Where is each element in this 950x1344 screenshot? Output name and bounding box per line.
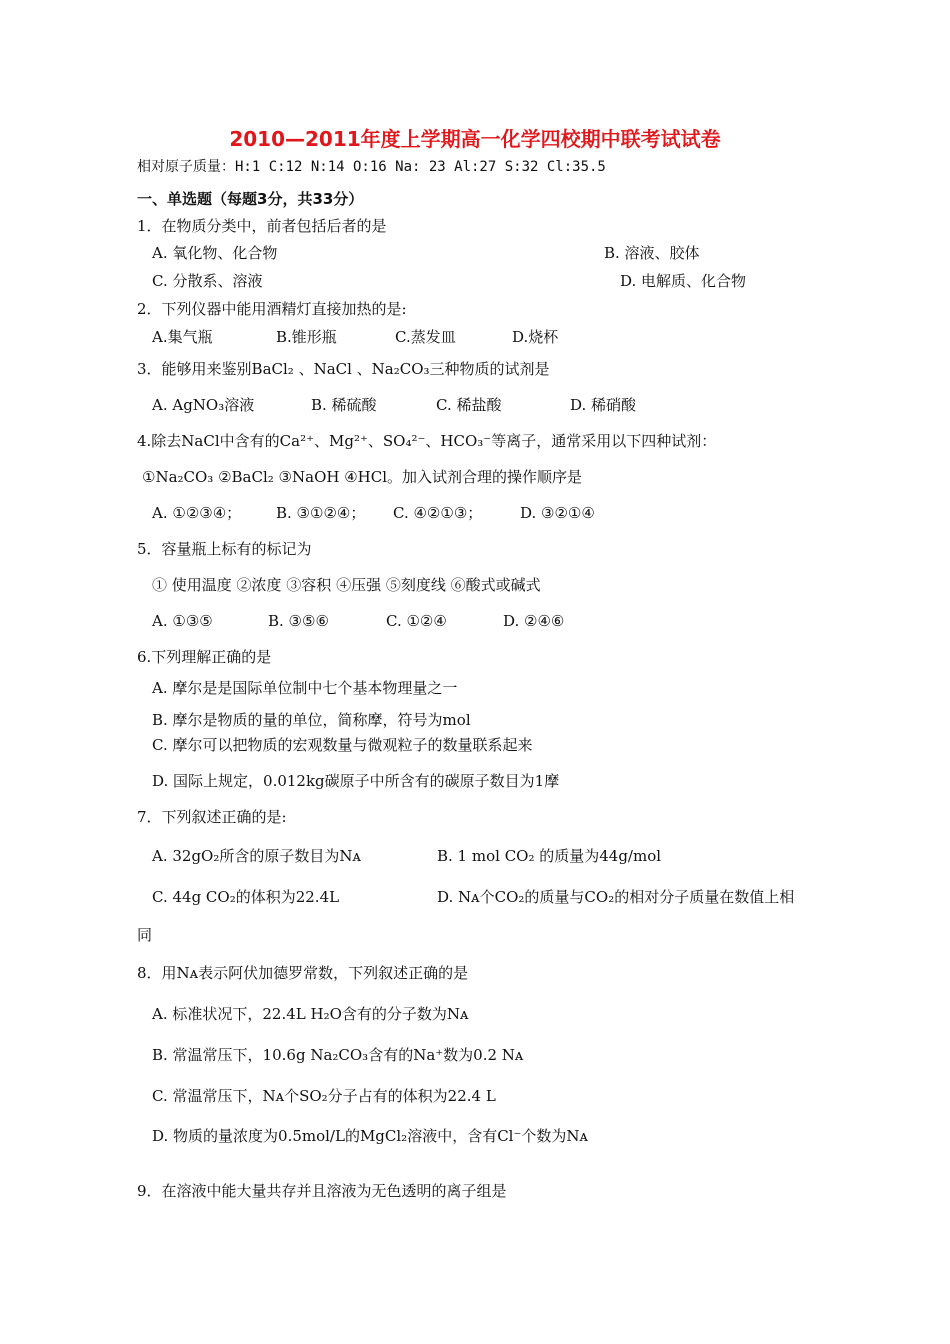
q4-reagents: ①Na₂CO₃ ②BaCl₂ ③NaOH ④HCl。加入试剂合理的操作顺序是 — [142, 468, 583, 486]
q4-stem: 4.除去NaCl中含有的Ca²⁺、Mg²⁺、SO₄²⁻、HCO₃⁻等离子，通常采用以下四种试剂： — [137, 432, 717, 450]
q3-stem: 3．能够用来鉴别BaCl₂ 、NaCl 、Na₂CO₃三种物质的试剂是 — [137, 360, 550, 378]
q7-option-c: C. 44g CO₂的体积为22.4L — [152, 888, 340, 906]
q5-option-a: A. ①③⑤ — [152, 612, 213, 630]
q8-option-d: D. 物质的量浓度为0.5mol/L的MgCl₂溶液中，含有Cl⁻个数为Nᴀ — [152, 1127, 588, 1145]
q4-option-b: B. ③①②④； — [276, 504, 366, 522]
q3-option-a: A. AgNO₃溶液 — [152, 396, 255, 414]
atomic-masses: 相对原子质量：H:1 C:12 N:14 O:16 Na: 23 Al:27 S:32 Cl:35.5 — [137, 159, 606, 175]
q6-option-d: D. 国际上规定，0.012kg碳原子中所含有的碳原子数目为1摩 — [152, 772, 560, 790]
q7-option-a: A. 32gO₂所含的原子数目为Nᴀ — [152, 847, 361, 865]
q7-option-b: B. 1 mol CO₂ 的质量为44g/mol — [437, 847, 662, 865]
q1-option-c: C. 分散系、溶液 — [152, 272, 263, 290]
q7-stem: 7．下列叙述正确的是: — [137, 808, 287, 826]
q1-option-a: A. 氧化物、化合物 — [152, 244, 278, 262]
q4-option-c: C. ④②①③； — [393, 504, 483, 522]
q5-stem: 5．容量瓶上标有的标记为 — [137, 540, 312, 558]
q5-marks: ① 使用温度 ②浓度 ③容积 ④压强 ⑤刻度线 ⑥酸式或碱式 — [152, 576, 541, 594]
q4-option-a: A. ①②③④； — [152, 504, 242, 522]
q8-option-a: A. 标准状况下，22.4L H₂O含有的分子数为Nᴀ — [152, 1005, 469, 1023]
q6-option-b: B. 摩尔是物质的量的单位，简称摩，符号为mol — [152, 711, 471, 729]
q3-option-d: D. 稀硝酸 — [570, 396, 637, 414]
q2-option-b: B.锥形瓶 — [276, 328, 337, 346]
q2-option-a: A.集气瓶 — [152, 328, 213, 346]
q9-stem: 9．在溶液中能大量共存并且溶液为无色透明的离子组是 — [137, 1182, 507, 1200]
q7-option-d-continued: 同 — [137, 926, 153, 944]
q2-option-c: C.蒸发皿 — [395, 328, 456, 346]
q1-stem: 1．在物质分类中，前者包括后者的是 — [137, 217, 387, 235]
q8-option-b: B. 常温常压下，10.6g Na₂CO₃含有的Na⁺数为0.2 Nᴀ — [152, 1046, 524, 1064]
q1-option-d: D. 电解质、化合物 — [620, 272, 747, 290]
q8-option-c: C. 常温常压下，Nᴀ个SO₂分子占有的体积为22.4 L — [152, 1087, 496, 1105]
q8-stem: 8．用Nᴀ表示阿伏加德罗常数，下列叙述正确的是 — [137, 964, 469, 982]
q6-option-a: A. 摩尔是是国际单位制中七个基本物理量之一 — [152, 679, 458, 697]
section-heading: 一、单选题（每题3分，共33分） — [137, 190, 364, 208]
q3-option-c: C. 稀盐酸 — [436, 396, 502, 414]
q5-option-d: D. ②④⑥ — [503, 612, 565, 630]
q3-option-b: B. 稀硫酸 — [311, 396, 377, 414]
exam-title: 2010—2011年度上学期高一化学四校期中联考试试卷 — [229, 127, 721, 151]
q5-option-c: C. ①②④ — [386, 612, 447, 630]
q7-option-d: D. Nᴀ个CO₂的质量与CO₂的相对分子质量在数值上相 — [437, 888, 795, 906]
q5-option-b: B. ③⑤⑥ — [268, 612, 329, 630]
q6-stem: 6.下列理解正确的是 — [137, 648, 272, 666]
q2-option-d: D.烧杯 — [512, 328, 559, 346]
q2-stem: 2．下列仪器中能用酒精灯直接加热的是: — [137, 300, 407, 318]
q6-option-c: C. 摩尔可以把物质的宏观数量与微观粒子的数量联系起来 — [152, 736, 533, 754]
q1-option-b: B. 溶液、胶体 — [604, 244, 700, 262]
q4-option-d: D. ③②①④ — [520, 504, 595, 522]
